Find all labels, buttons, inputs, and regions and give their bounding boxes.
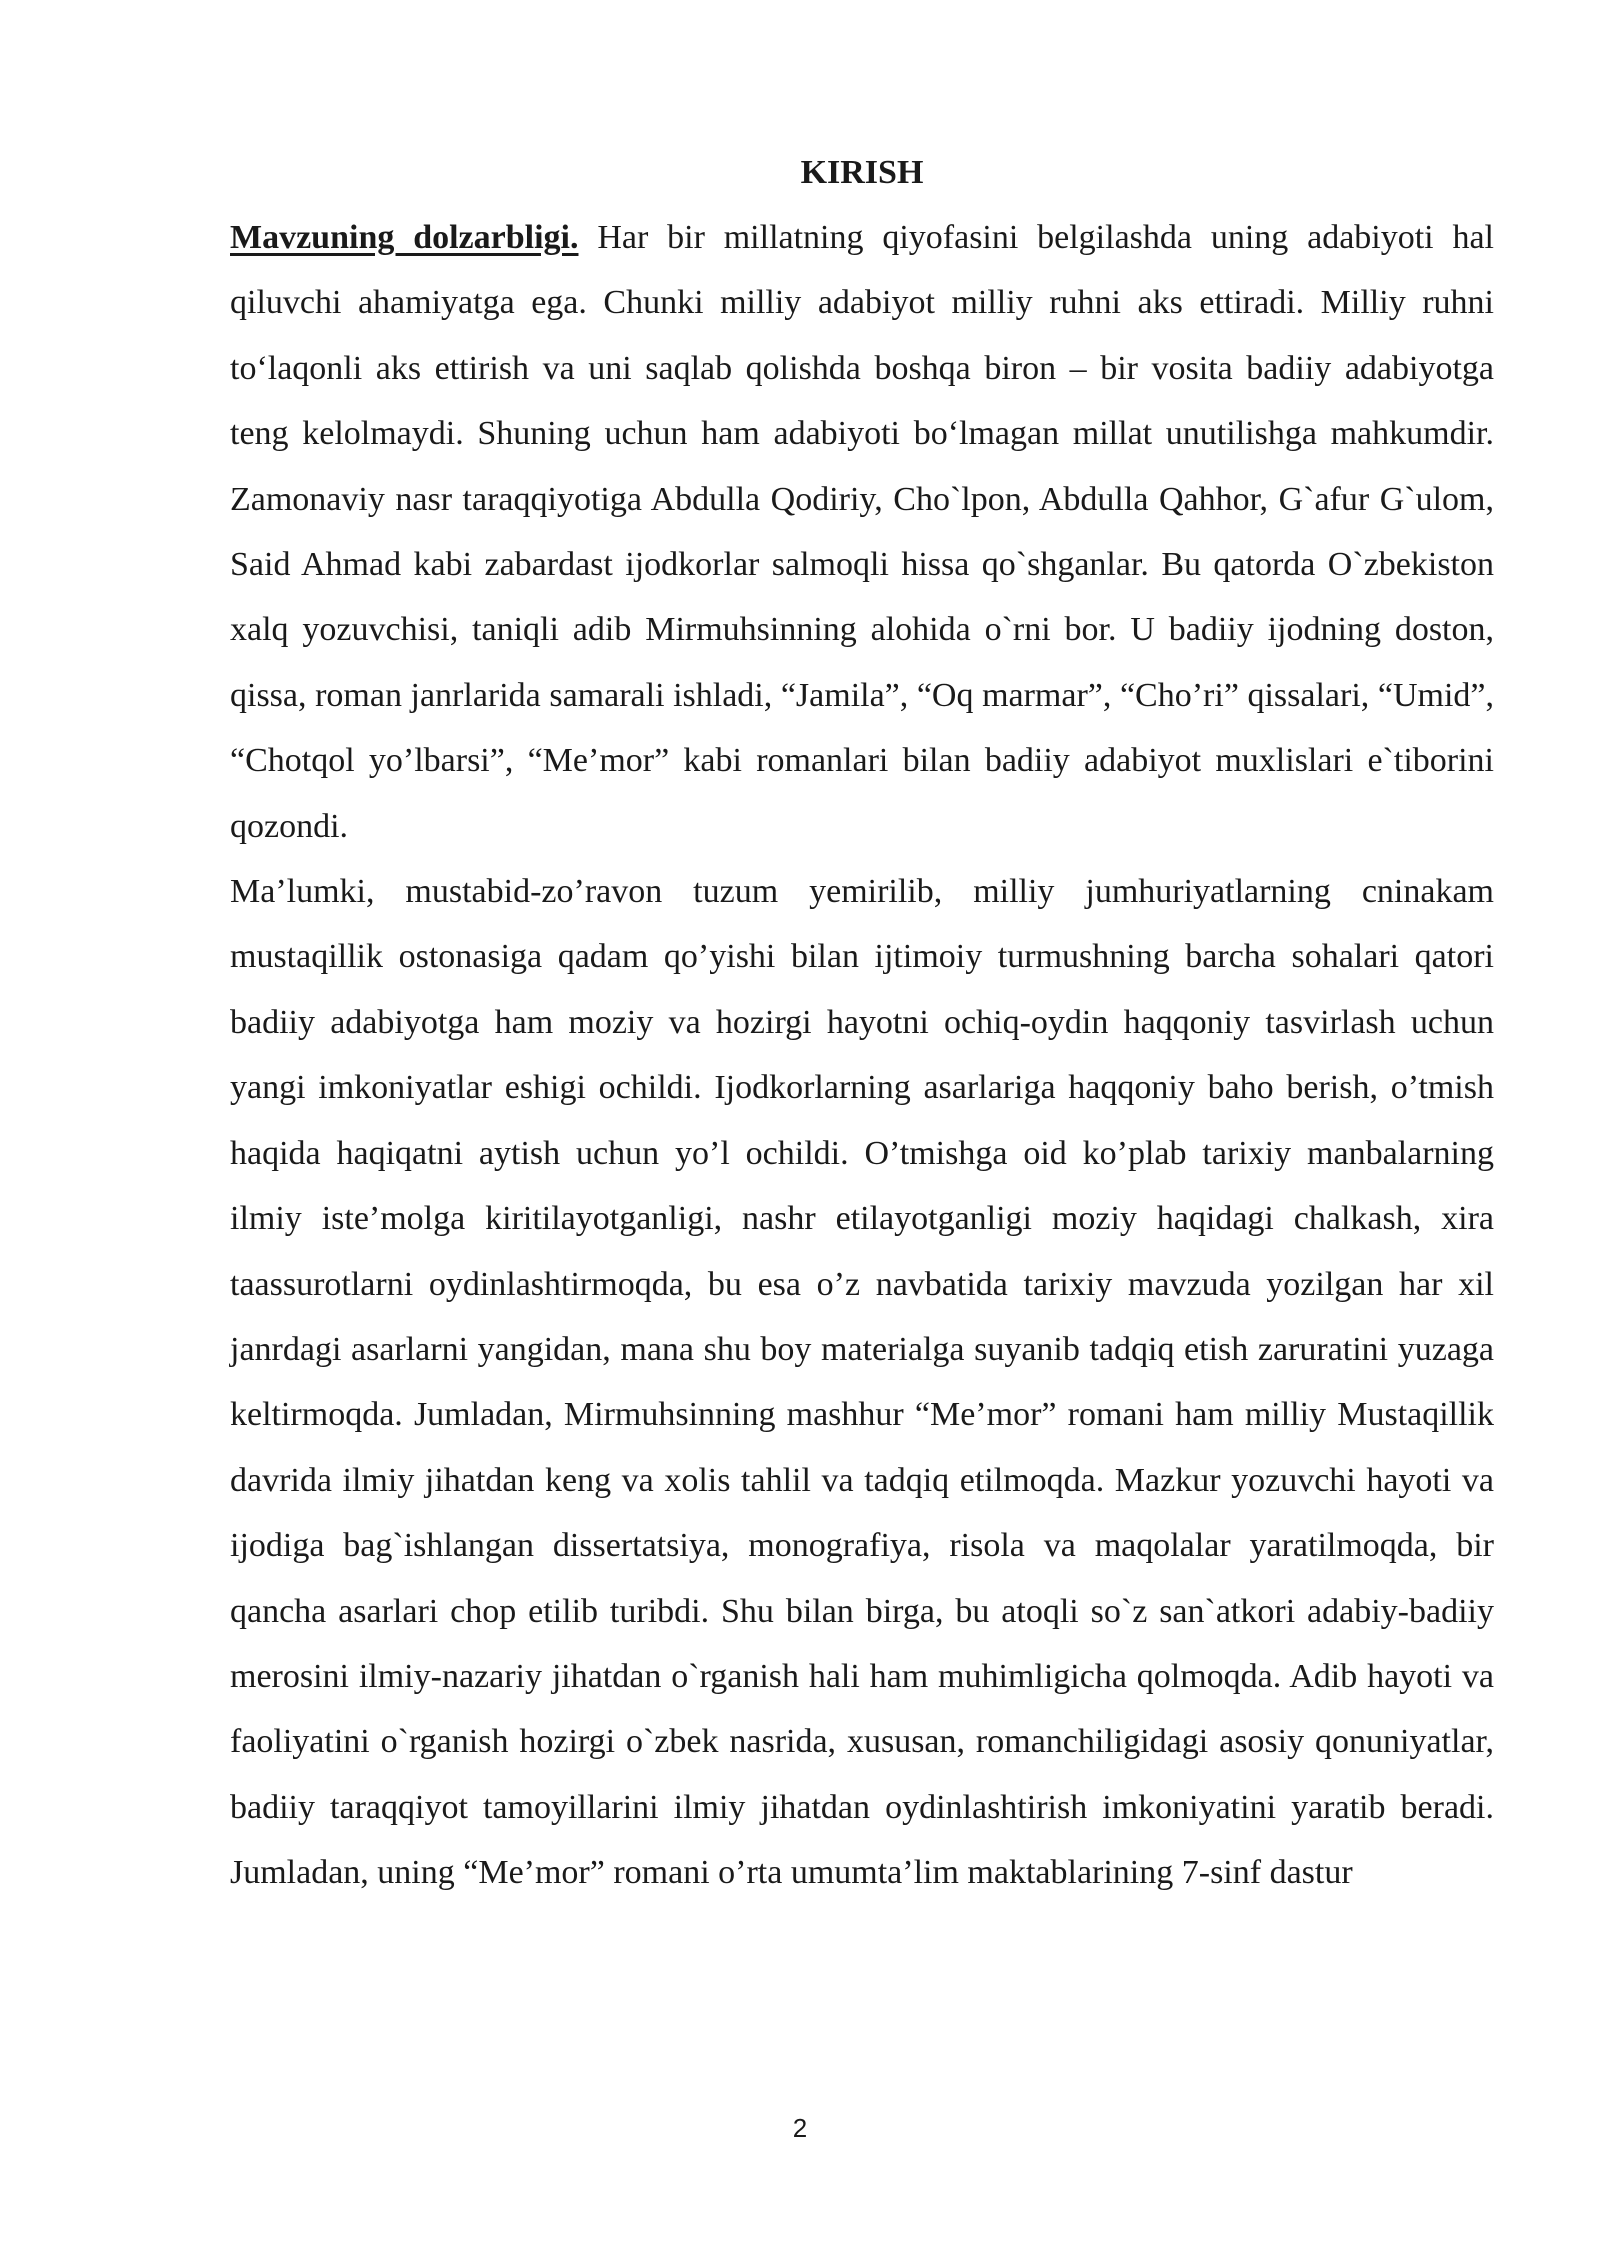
relevance-text: Har bir millatning qiyofasini belgilashda uning adabiyoti hal qiluvchi ahamiyatga ega. Chunki milliy adabiyot milliy ruhni aks ettiradi. Milliy ruhni to‘laqonli aks ettirish va uni saqlab qolishda boshqa biron – bir vosita badiiy adabiyotga teng kelolmaydi. Shuning uchun ham adabiyoti bo‘lmagan millat unutilishga mahkumdir. Zamonaviy nasr taraqqiyotiga Abdulla Qodiriy, Cho`lpon, Abdulla Qahhor, G`afur G`ulom, Said Ahmad kabi zabardast ijodkorlar salmoqli hissa qo`shganlar. Bu qatorda O`zbekiston xalq yozuvchisi, taniqli adib Mirmuhsinning alohida o`rni bor. U badiiy ijodning doston, qissa, roman janrlarida samarali ishladi, “Jamila”, “Oq marmar”, “Cho’ri” qissalari, “Umid”, “Chotqol yo’lbarsi”, “Me’mor” kabi romanlari bilan badiiy adabiyot muxlislari e`tiborini qozondi. (230, 219, 1494, 845)
relevance-heading: Mavzuning dolzarbligi. (230, 219, 579, 256)
section-title: KIRISH (800, 154, 924, 191)
paragraph-relevance (230, 205, 1494, 859)
page-number: 2 (792, 2113, 808, 2143)
page-content (230, 140, 1494, 1906)
paragraph-body: Ma’lumki, mustabid-zo’ravon tuzum yemirilib, milliy jumhuriyatlarning cninakam mustaqillik ostonasiga qadam qo’yishi bilan ijtimoiy turmushning barcha sohalari qatori badiiy adabiyotga ham moziy va hozirgi hayotni ochiq-oydin haqqoniy tasvirlash uchun yangi imkoniyatlar eshigi ochildi. Ijodkorlarning asarlariga haqqoniy baho berish, o’tmish haqida haqiqatni aytish uchun yo’l ochildi. O’tmishga oid ko’plab tarixiy manbalarning ilmiy iste’molga kiritilayotganligi, nashr etilayotganligi moziy haqidagi chalkash, xira taassurotlarni oydinlashtirmoqda, bu esa o’z navbatida tarixiy mavzuda yozilgan har xil janrdagi asarlarni yangidan, mana shu boy materialga suyanib tadqiq etish zaruratini yuzaga keltirmoqda. Jumladan, Mirmuhsinning mashhur “Me’mor” romani ham milliy Mustaqillik davrida ilmiy jihatdan keng va xolis tahlil va tadqiq etilmoqda. Mazkur yozuvchi hayoti va ijodiga bag`ishlangan dissertatsiya, monografiya, risola va maqolalar yaratilmoqda, bir qancha asarlari chop etilib turibdi. Shu bilan birga, bu atoqli so`z san`atkori adabiy-badiiy merosini ilmiy-nazariy jihatdan o`rganish hali ham muhimligicha qolmoqda. Adib hayoti va faoliyatini o`rganish hozirgi o`zbek nasrida, xususan, romanchiligidagi asosiy qonuniyatlar, badiiy taraqqiyot tamoyillarini ilmiy jihatdan oydinlashtirish imkoniyatini yaratib beradi. Jumladan, uning “Me’mor” romani o’rta umumta’lim maktablarining 7-sinf dastur (230, 873, 1494, 1892)
